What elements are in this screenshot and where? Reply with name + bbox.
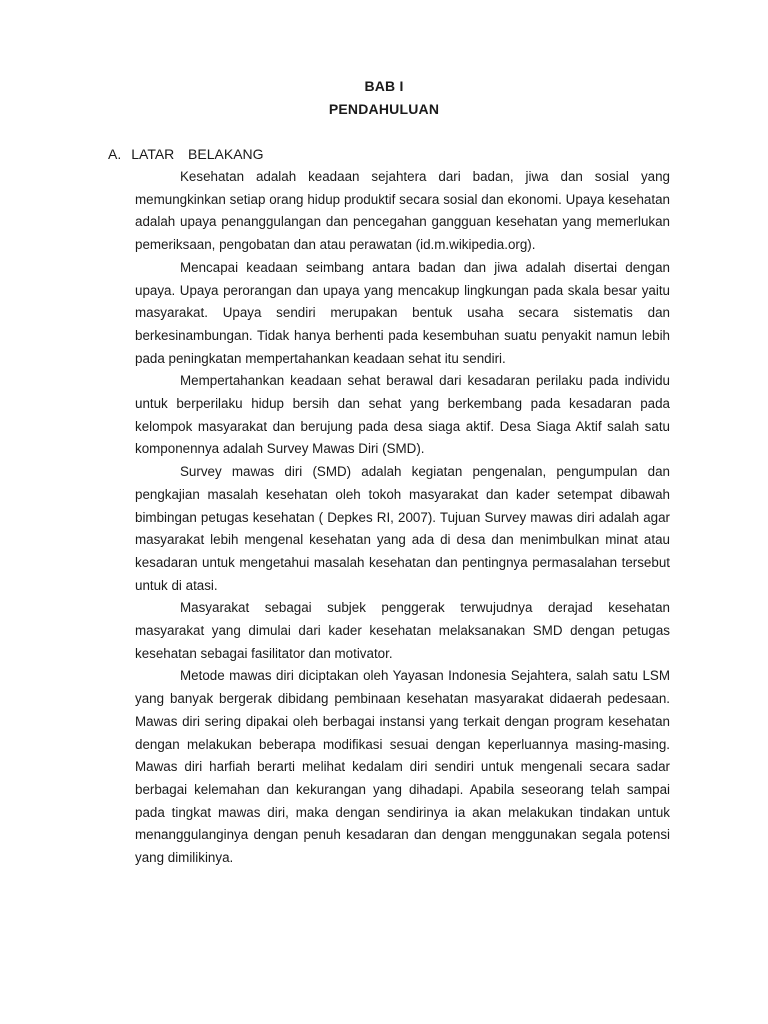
body-text [135,166,670,870]
section-heading [108,146,264,162]
paragraph: Mempertahankan keadaan sehat berawal dari kesadaran perilaku pada individu untuk berperilaku hidup bersih dan sehat yang berkembang pada kesadaran pada kelompok masyarakat dan berujung pada desa siaga aktif. Desa Siaga Aktif salah satu komponennya adalah Survey Mawas Diri (SMD). [135,373,670,457]
paragraph: Kesehatan adalah keadaan sejahtera dari badan, jiwa dan sosial yang memungkinkan setiap orang hidup produktif secara sosial dan ekonomi. Upaya kesehatan adalah upaya penanggulangan dan pencegahan gangguan kesehatan yang memerlukan pemeriksaan, pengobatan dan atau perawatan (id.m.wikipedia.org). [135,169,670,253]
paragraph: Survey mawas diri (SMD) adalah kegiatan pengenalan, pengumpulan dan pengkajian masalah kesehatan oleh tokoh masyarakat dan kader setempat dibawah bimbingan petugas kesehatan ( Depkes RI, 2007). Tujuan Survey mawas diri adalah agar masyarakat lebih mengenal kesehatan yang ada di desa dan menimbulkan minat atau kesadaran untuk mengetahui masalah kesehatan dan pentingnya permasalahan tersebut untuk di atasi. [135,464,670,593]
chapter-title: PENDAHULUAN [328,101,440,117]
paragraph: Masyarakat sebagai subjek penggerak terwujudnya derajad kesehatan masyarakat yang dimulai dari kader kesehatan melaksanakan SMD dengan petugas kesehatan sebagai fasilitator dan motivator. [135,600,670,661]
section-number: A. [108,146,122,162]
paragraph: Mencapai keadaan seimbang antara badan dan jiwa adalah disertai dengan upaya. Upaya perorangan dan upaya yang mencakup lingkungan pada skala besar yaitu masyarakat. Upaya sendiri merupakan bentuk usaha secara sistematis dan berkesinambungan. Tidak hanya berhenti pada kesembuhan suatu penyakit namun lebih pada peningkatan mempertahankan keadaan sehat itu sendiri. [135,259,670,366]
section-title: LATAR BELAKANG [131,146,264,162]
chapter-number: BAB I [364,78,404,94]
paragraph: Metode mawas diri diciptakan oleh Yayasan Indonesia Sejahtera, salah satu LSM yang banyak bergerak dibidang pembinaan kesehatan masyarakat didaerah pedesaan. Mawas diri sering dipakai oleh berbagai instansi yang terkait dengan program kesehatan dengan melakukan beberapa modifikasi sesuai dengan keperluannya masing-masing. Mawas diri harfiah berarti melihat kedalam diri sendiri untuk mengenali secara sadar berbagai kelemahan dan kekurangan yang dihadapi. Apabila seseorang telah sampai pada tingkat mawas diri, maka dengan sendirinya ia akan melakukan tindakan untuk menanggulanginya dengan penuh kesadaran dan dengan menggunakan segala potensi yang dimilikinya. [135,668,670,866]
